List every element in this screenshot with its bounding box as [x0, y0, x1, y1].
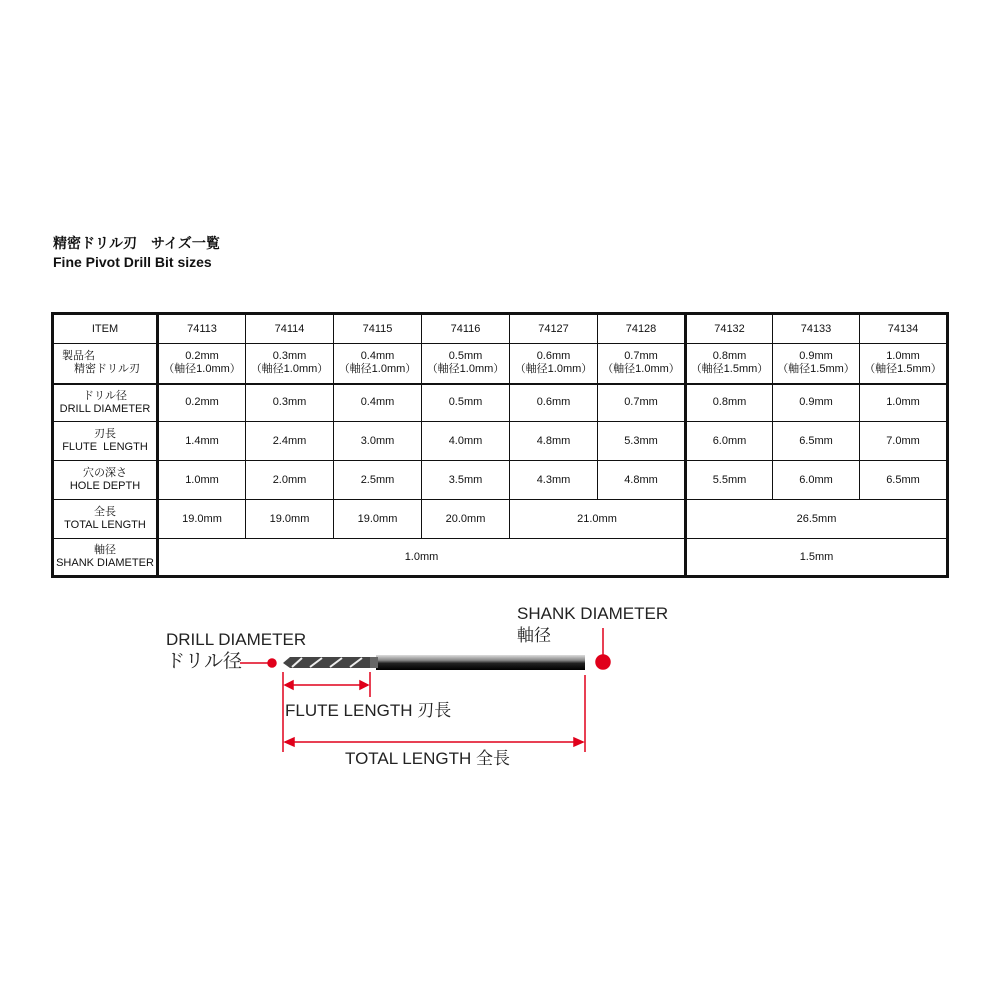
cell: 0.6mm [510, 384, 598, 422]
shank-note: （軸径1.0mm） [163, 363, 241, 376]
shank-note: （軸径1.0mm） [514, 363, 593, 376]
item-code: 74133 [773, 314, 860, 344]
cell: 5.3mm [598, 422, 686, 461]
shank-note: （軸径1.0mm） [338, 363, 417, 376]
item-code: 74114 [246, 314, 334, 344]
shank-note: （軸径1.5mm） [864, 363, 942, 376]
flute-length-label: FLUTE LENGTH 刃長 [285, 701, 452, 720]
cell: 0.7mm [598, 384, 686, 422]
label-sub: 精密ドリル刃 [74, 363, 140, 376]
size: 0.7mm [624, 350, 658, 363]
cell: 2.5mm [334, 461, 422, 500]
drill-diameter-dot [268, 659, 276, 667]
cell: 5.5mm [686, 461, 773, 500]
cell: 6.5mm [773, 422, 860, 461]
cell: 0.4mm [334, 384, 422, 422]
cell: 0.3mm [246, 384, 334, 422]
cell: 6.0mm [773, 461, 860, 500]
cell: 0.5mm [422, 384, 510, 422]
cell: 2.4mm [246, 422, 334, 461]
drill-diameter-label-jp: ドリル径 [166, 651, 243, 672]
item-code: 74116 [422, 314, 510, 344]
cell: 4.8mm [598, 461, 686, 500]
cell: 4.3mm [510, 461, 598, 500]
label-en: TOTAL LENGTH [64, 519, 146, 531]
label-jp: 全長 [94, 506, 116, 518]
item-code: 74134 [860, 314, 948, 344]
cell: 0.2mm [158, 384, 246, 422]
title-jp: 精密ドリル刃 サイズ一覧 [53, 235, 220, 251]
cell: 2.0mm [246, 461, 334, 500]
total-length-label: TOTAL LENGTH 全長 [345, 749, 510, 768]
item-code: 74115 [334, 314, 422, 344]
shank-note: （軸径1.0mm） [426, 363, 505, 376]
item-code: 74128 [598, 314, 686, 344]
shank-dot [596, 655, 610, 669]
label-en: DRILL DIAMETER [59, 402, 151, 415]
cell: 1.4mm [158, 422, 246, 461]
cell: 1.0mm [860, 384, 948, 422]
label-en: FLUTE LENGTH [62, 441, 148, 453]
size: 0.2mm [185, 350, 219, 363]
item-code: 74127 [510, 314, 598, 344]
size: 0.4mm [360, 350, 395, 363]
cell: 1.0mm [158, 461, 246, 500]
size: 0.5mm [448, 350, 483, 363]
title-en: Fine Pivot Drill Bit sizes [53, 254, 212, 270]
shank-diameter-label-jp: 軸径 [517, 626, 551, 645]
label-jp: 穴の深さ [83, 467, 127, 479]
cell: 19.0mm [158, 500, 246, 539]
cell: 6.0mm [686, 422, 773, 461]
drill-bit-icon [283, 655, 585, 670]
cell: 3.5mm [422, 461, 510, 500]
label-en: HOLE DEPTH [69, 480, 141, 492]
size: 1.0mm [886, 350, 920, 363]
cell: 4.8mm [510, 422, 598, 461]
label-jp: ドリル径 [83, 389, 127, 402]
item-code: 74132 [686, 314, 773, 344]
size: 0.9mm [799, 350, 833, 363]
shank-diameter-label-en: SHANK DIAMETER [517, 604, 669, 623]
shank-note: （軸径1.5mm） [690, 363, 769, 376]
label-jp: 製品名 [62, 350, 95, 363]
cell: 26.5mm [686, 500, 948, 539]
cell: 19.0mm [246, 500, 334, 539]
size: 0.3mm [272, 350, 307, 363]
size: 0.6mm [536, 350, 571, 363]
cell: 4.0mm [422, 422, 510, 461]
label-en: SHANK DIAMETER [56, 557, 154, 569]
cell: 0.9mm [773, 384, 860, 422]
item-code: 74113 [158, 314, 246, 344]
shank-note: （軸径1.5mm） [777, 363, 855, 376]
shank-note: （軸径1.0mm） [602, 363, 680, 376]
size: 0.8mm [712, 350, 747, 363]
label-jp: 刃長 [94, 428, 116, 440]
shank-note: （軸径1.0mm） [250, 363, 329, 376]
cell: 7.0mm [860, 422, 948, 461]
cell: 1.5mm [686, 539, 948, 577]
cell: 21.0mm [510, 500, 686, 539]
cell: 19.0mm [334, 500, 422, 539]
drill-diameter-label-en: DRILL DIAMETER [166, 630, 307, 649]
item-label: ITEM [53, 314, 158, 344]
cell: 3.0mm [334, 422, 422, 461]
cell: 6.5mm [860, 461, 948, 500]
cell: 20.0mm [422, 500, 510, 539]
cell: 0.8mm [686, 384, 773, 422]
label-jp: 軸径 [94, 544, 116, 556]
cell: 1.0mm [158, 539, 686, 577]
